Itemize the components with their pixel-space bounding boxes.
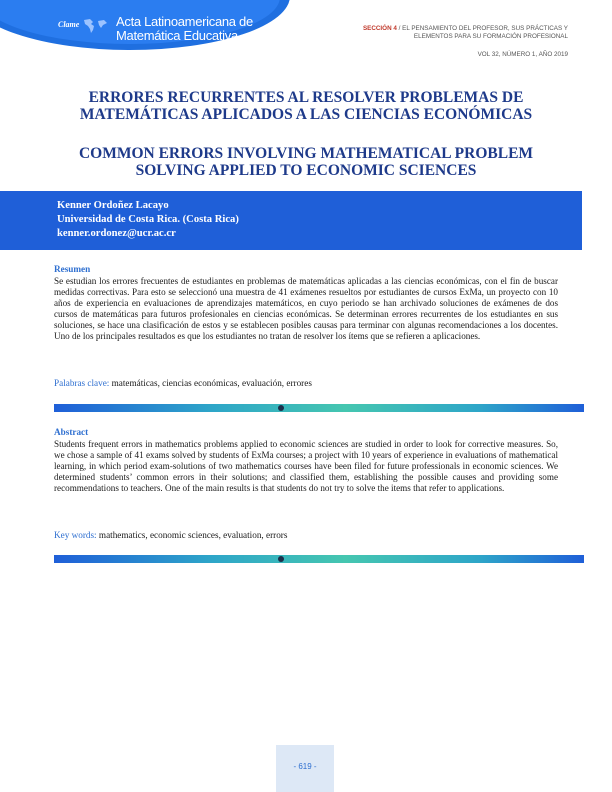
americas-map-icon [80, 18, 114, 34]
divider-dot [278, 405, 284, 411]
author-band [0, 191, 582, 250]
section-name-part1: / EL PENSAMIENTO DEL PROFESOR, SUS PRÁCTICAS Y [396, 25, 568, 32]
key-words-label: Key words: [54, 530, 97, 540]
palabras-clave [54, 378, 312, 388]
clame-logo-text: Clame [58, 20, 80, 29]
abstract-text: Students frequent errors in mathematics problems applied to economic sciences are studied in order to look for corrective measures. So, we chose a sample of 41 exams solved by students of ExMa courses; a project with 10 years of experience in evaluations of mathematical learning, in which period exam-solutions of two mathematics courses have been filed for future professionals in economic sciences. We determined students’ common errors in their solutions; and classified them, establishing the possible causes and providing some recommendations to teachers. One of the main results is that students do not try to solve the items that refer to applications. [54, 439, 558, 494]
title-english [40, 145, 572, 179]
section-divider [54, 404, 584, 412]
section-divider-bottom [54, 555, 584, 563]
title-spanish-line2: MATEMÁTICAS APLICADOS A LAS CIENCIAS ECONÓMICAS [79, 106, 533, 123]
author-email[interactable]: kenner.ordonez@ucr.ac.cr [57, 228, 176, 239]
title-english-line2: SOLVING APPLIED TO ECONOMIC SCIENCES [135, 162, 477, 179]
title-english-line1: COMMON ERRORS INVOLVING MATHEMATICAL PROBLEM [78, 145, 534, 162]
title-spanish-line1: ERRORES RECURRENTES AL RESOLVER PROBLEMAS DE [88, 89, 524, 106]
section-number: SECCIÓN 4 [362, 25, 397, 32]
section-name-part2: ELEMENTOS PARA SU FORMACIÓN PROFESIONAL [413, 33, 568, 40]
key-words [54, 530, 287, 540]
journal-title-line1: Acta Latinoamericana de [116, 14, 253, 29]
volume-info: VOL 32, NÚMERO 1, AÑO 2019 [477, 51, 568, 58]
resumen-heading: Resumen [54, 264, 91, 274]
palabras-clave-label: Palabras clave: [54, 378, 110, 388]
divider-dot [278, 556, 284, 562]
key-words-text: mathematics, economic sciences, evaluation, errors [96, 530, 288, 540]
abstract-heading: Abstract [54, 427, 89, 437]
author-name: Kenner Ordoñez Lacayo [57, 200, 169, 211]
author-affiliation: Universidad de Costa Rica. (Costa Rica) [57, 214, 239, 225]
resumen-text: Se estudian los errores frecuentes de estudiantes en problemas de matemáticas aplicadas a las ciencias económicas, con el fin de buscar medidas correctivas. Para esto se seleccionó una muestra de 41 exámenes resueltos por estudiantes de cursos ExMa, un proyecto con 10 años de experiencia en evaluaciones de aprendizajes matemáticos, en cuyo periodo se han archivado soluciones de exámenes de dos cursos de matemáticas para futuros profesionales en ciencias económicas. Se determinan errores recurrentes de los estudiantes en sus soluciones, se hace una clasificación de estos y se establecen posibles causas para terminar con algunas recomendaciones a los docentes. Uno de los principales resultados es que los estudiantes no tratan de resolver los ítems que se refieren a aplicaciones. [54, 276, 558, 342]
palabras-clave-text: matemáticas, ciencias económicas, evaluación, errores [109, 378, 312, 388]
section-info-line1 [328, 25, 568, 33]
journal-logo [54, 14, 254, 50]
page-number-box [276, 745, 334, 792]
section-info [328, 25, 568, 41]
page-number: - 619 - [293, 762, 317, 771]
journal-title [116, 15, 253, 43]
journal-title-line2: Matemática Educativa [116, 28, 238, 43]
title-spanish [40, 89, 572, 123]
